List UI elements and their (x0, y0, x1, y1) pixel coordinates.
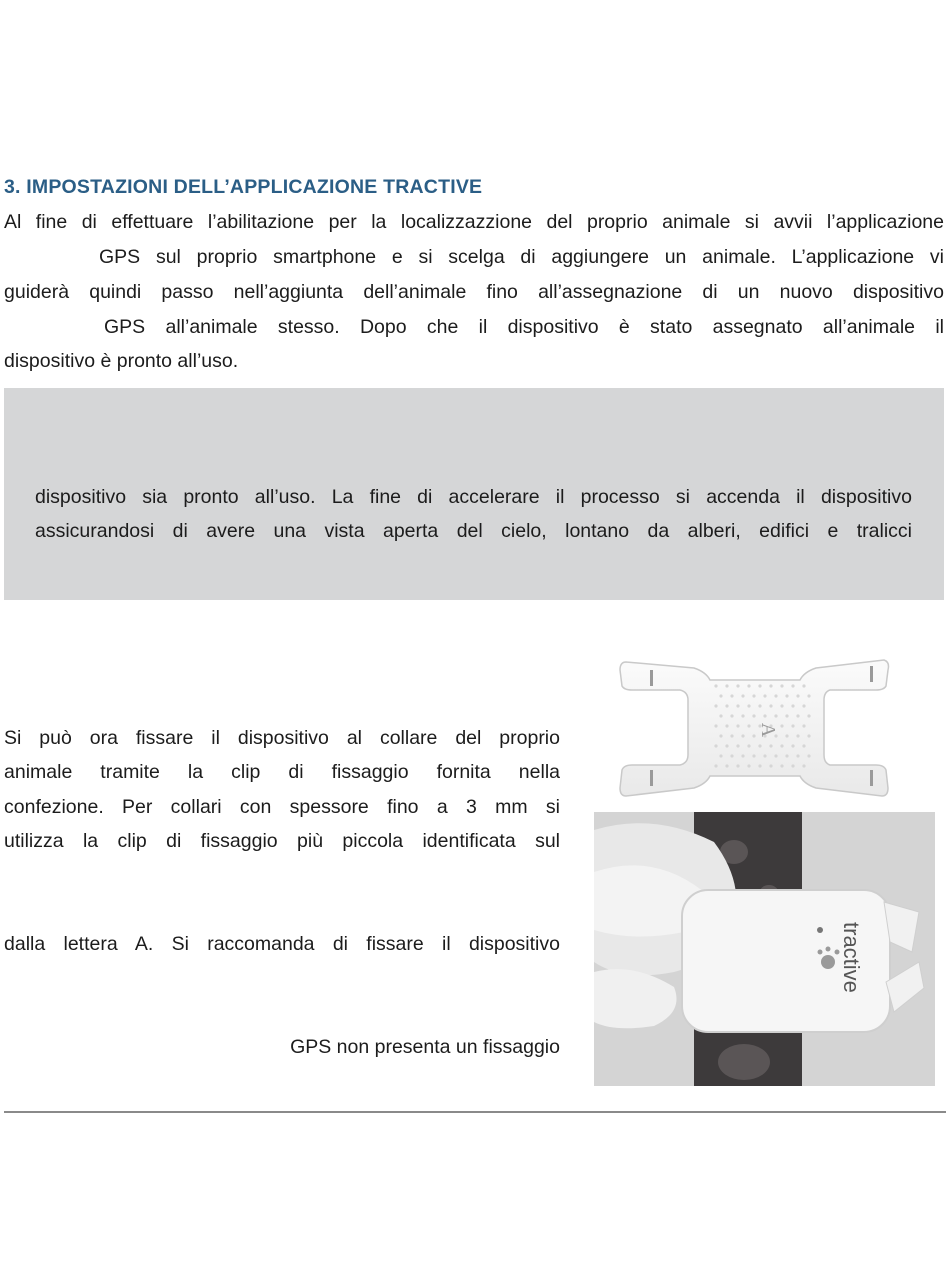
clip-texture-dot (714, 724, 717, 727)
clip-texture-dot (807, 734, 810, 737)
clip-texture-dot (758, 744, 761, 747)
clip-texture-dot (796, 714, 799, 717)
clip-texture-dot (774, 754, 777, 757)
clip-texture-dot (714, 744, 717, 747)
clip-texture-dot (752, 714, 755, 717)
clip-texture-dot (802, 704, 805, 707)
clip-texture-dot (763, 714, 766, 717)
clip-texture-dot (730, 734, 733, 737)
clip-texture-dot (741, 734, 744, 737)
clip-texture-dot (807, 694, 810, 697)
clip-texture-dot (758, 704, 761, 707)
clip-texture-dot (780, 704, 783, 707)
clip-texture-dot (769, 704, 772, 707)
device-brand-text: tractive (839, 922, 864, 993)
mounting-line: dalla lettera A. Si raccomanda di fissare il dispositivo (4, 933, 560, 955)
clip-texture-dot (807, 754, 810, 757)
clip-texture-dot (747, 704, 750, 707)
clip-texture-dot (741, 714, 744, 717)
clip-texture-dot (769, 744, 772, 747)
clip-texture-dot (736, 684, 739, 687)
clip-texture-dot (796, 694, 799, 697)
clip-texture-dot (725, 764, 728, 767)
intro-line: GPS all’animale stesso. Dopo che il dispositivo è stato assegnato all’animale il (104, 316, 944, 338)
clip-texture-dot (802, 764, 805, 767)
horizontal-rule (4, 1111, 946, 1113)
mounting-line: utilizza la clip di fissaggio più piccola identificata sul (4, 830, 560, 852)
clip-texture-dot (752, 754, 755, 757)
clip-texture-dot (780, 764, 783, 767)
clip-texture-dot (752, 734, 755, 737)
clip-texture-dot (780, 724, 783, 727)
clip-texture-dot (791, 764, 794, 767)
clip-texture-dot (730, 694, 733, 697)
clip-texture-dot (714, 764, 717, 767)
mounting-clip-illustration (612, 650, 900, 805)
clip-texture-dot (791, 704, 794, 707)
intro-line: GPS sul proprio smartphone e si scelga di aggiungere un animale. L’applicazione vi (99, 246, 944, 268)
clip-texture-dot (763, 754, 766, 757)
clip-texture-dot (725, 744, 728, 747)
mounting-line: Si può ora fissare il dispositivo al collare del proprio (4, 727, 560, 749)
intro-line: dispositivo è pronto all’uso. (4, 350, 239, 372)
clip-texture-dot (747, 684, 750, 687)
clip-texture-dot (747, 744, 750, 747)
clip-texture-dot (780, 744, 783, 747)
clip-texture-dot (802, 724, 805, 727)
mounting-line: GPS non presenta un fissaggio (290, 1036, 560, 1058)
clip-texture-dot (736, 724, 739, 727)
clip-texture-dot (796, 754, 799, 757)
clip-texture-dot (725, 704, 728, 707)
clip-texture-dot (719, 714, 722, 717)
clip-texture-dot (791, 744, 794, 747)
clip-texture-dot (725, 684, 728, 687)
clip-texture-dot (769, 764, 772, 767)
clip-texture-dot (725, 724, 728, 727)
clip-texture-dot (758, 764, 761, 767)
mounting-line: animale tramite la clip di fissaggio fornita nella (4, 761, 560, 783)
clip-texture-dot (802, 684, 805, 687)
clip-texture-dot (736, 764, 739, 767)
clip-texture-dot (714, 684, 717, 687)
clip-texture-dot (785, 694, 788, 697)
intro-line: guiderà quindi passo nell’aggiunta dell’animale fino all’assegnazione di un nuovo dispositivo (4, 281, 944, 303)
clip-texture-dot (785, 734, 788, 737)
note-line: dispositivo sia pronto all’uso. La fine di accelerare il processo si accenda il dispositivo (35, 486, 912, 508)
clip-texture-dot (791, 724, 794, 727)
clip-texture-dot (719, 694, 722, 697)
clip-letter: A (757, 722, 779, 738)
clip-texture-dot (730, 754, 733, 757)
clip-texture-dot (741, 694, 744, 697)
clip-texture-dot (719, 734, 722, 737)
clip-texture-dot (774, 694, 777, 697)
clip-texture-dot (785, 754, 788, 757)
clip-texture-dot (807, 714, 810, 717)
clip-texture-dot (780, 684, 783, 687)
clip-texture-dot (785, 714, 788, 717)
clip-texture-dot (791, 684, 794, 687)
clip-texture-dot (736, 704, 739, 707)
clip-texture-dot (730, 714, 733, 717)
clip-texture-dot (774, 714, 777, 717)
clip-texture-dot (769, 684, 772, 687)
clip-texture-dot (719, 754, 722, 757)
clip-texture-dot (747, 724, 750, 727)
clip-texture-dot (736, 744, 739, 747)
clip-texture-dot (796, 734, 799, 737)
clip-texture-dot (752, 694, 755, 697)
clip-texture-dot (758, 684, 761, 687)
clip-texture-dot (714, 704, 717, 707)
mounting-line: confezione. Per collari con spessore fino a 3 mm si (4, 796, 560, 818)
clip-texture-dot (747, 764, 750, 767)
clip-texture-dot (741, 754, 744, 757)
device-on-collar-photo (594, 812, 935, 1086)
clip-texture-dot (802, 744, 805, 747)
clip-texture-dot (763, 694, 766, 697)
intro-line: Al fine di effettuare l’abilitazione per la localizzazzione del proprio animale si avvii l’applicazione (4, 211, 944, 233)
note-line: assicurandosi di avere una vista aperta del cielo, lontano da alberi, edifici e tralicci (35, 520, 912, 542)
section-heading: 3. IMPOSTAZIONI DELL’APPLICAZIONE TRACTIVE (4, 176, 483, 198)
